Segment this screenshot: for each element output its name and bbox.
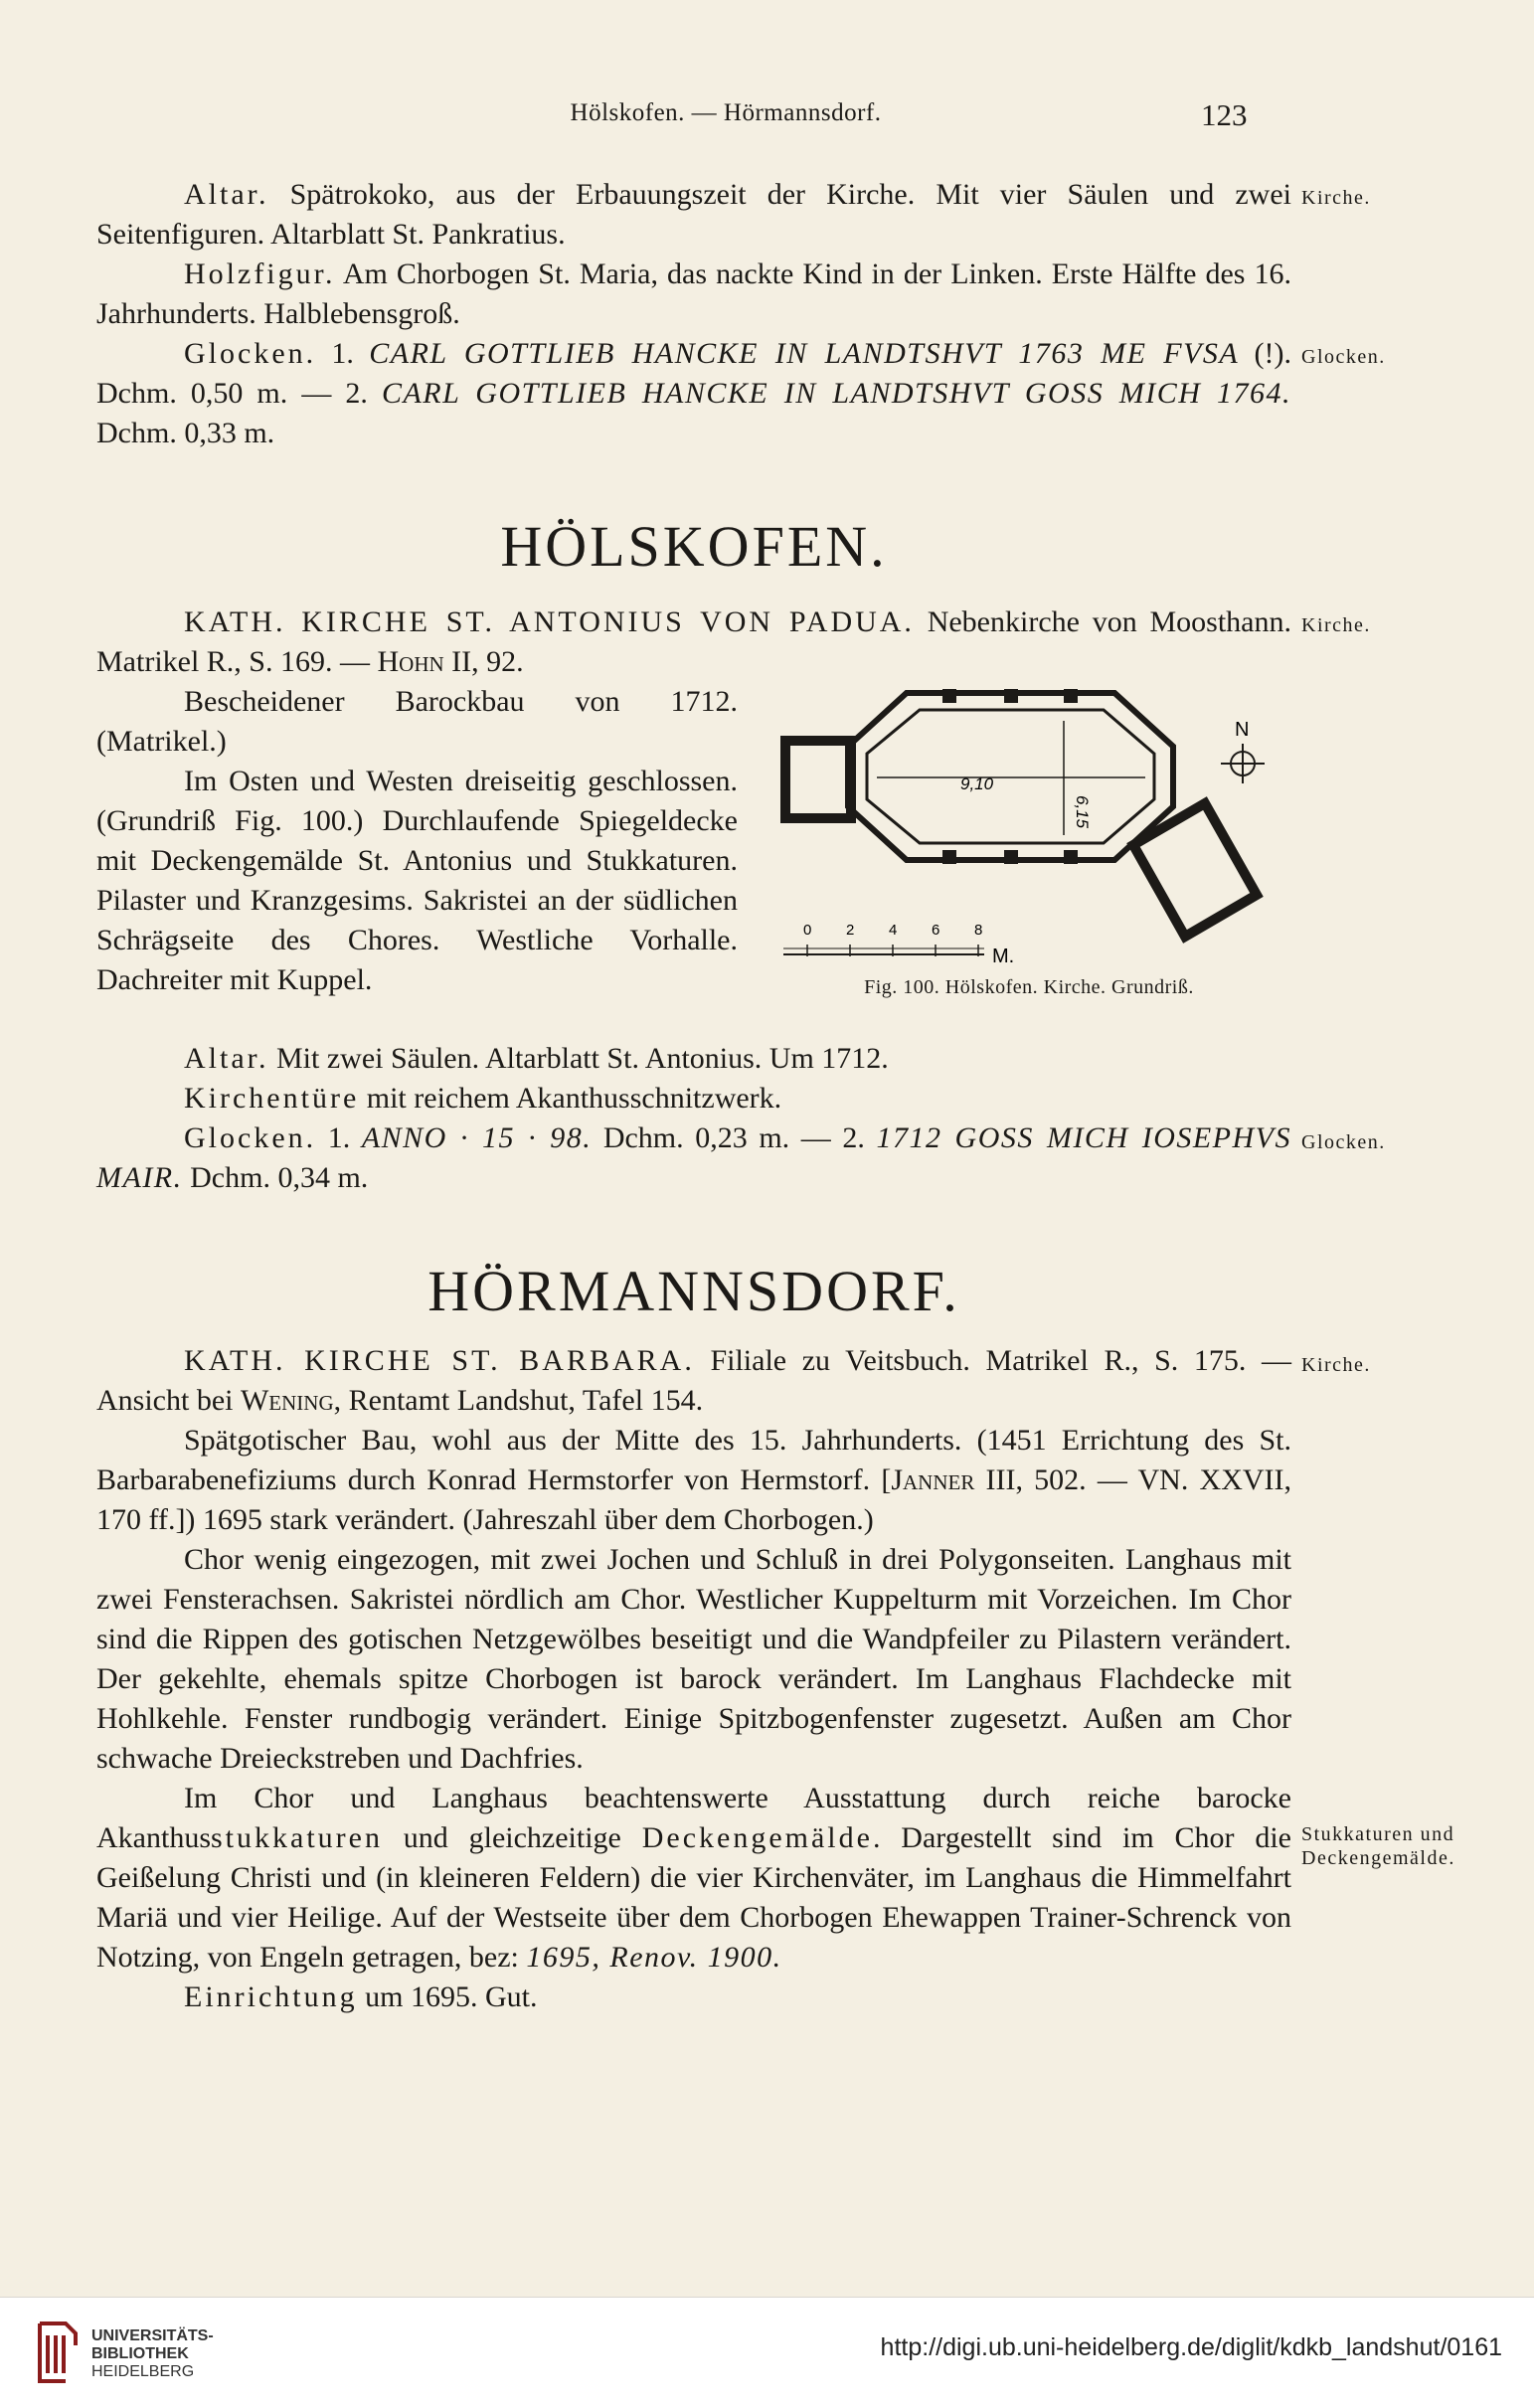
north-arrow-icon: [1221, 744, 1265, 783]
source-url-link[interactable]: http://digi.ub.uni-heidelberg.de/diglit/kdkb_landshut/0161: [880, 2333, 1502, 2361]
library-name-line-1: UNIVERSITÄTS-: [91, 2327, 214, 2344]
holzfigur-text: Am Chorbogen St. Maria, das nackte Kind in der Linken. Erste Hälfte des 16. Jahrhunderts. Halblebensgroß.: [96, 258, 1291, 330]
hormannsdorf-einrichtung-paragraph: [96, 1978, 1291, 2017]
hormannsdorf-kirche-title: KATH. KIRCHE ST. BARBARA.: [184, 1344, 695, 1377]
altar-lead: Altar.: [184, 178, 269, 211]
glocken-lead: Glocken.: [184, 337, 317, 370]
hormannsdorf-paragraph-1: [96, 1421, 1291, 1540]
altar-text: Spätrokoko, aus der Erbauungszeit der Kirche. Mit vier Säulen und zwei Seitenfiguren. Altarblatt St. Pankratius.: [96, 178, 1291, 251]
scale-label-6: 6: [932, 922, 940, 939]
glocken-dimension: (!). Dchm. 0,50 m. — 2.: [96, 337, 1291, 410]
altar-paragraph: [96, 175, 1291, 255]
paragraph-3-text-2: und gleichzeitige: [382, 1821, 642, 1854]
holskofen-glocken-inscription-2: 1712 GOSS MICH IOSEPHVS MAIR.: [96, 1121, 1291, 1194]
holzfigur-paragraph: [96, 255, 1291, 334]
holskofen-altar-paragraph: [96, 1039, 1291, 1079]
library-footer: [0, 2297, 1534, 2408]
library-name-line-2: BIBLIOTHEK: [91, 2345, 189, 2362]
paragraph-3-text-3: . Dargestellt sind im Chor die Geißelung Christi und (in kleineren Feldern) die vier Kirchenväter, im Langhaus die Himmelfahrt Mariä und vier Heilige. Auf der Westseite über dem Chorbogen Ehewappen Trainer-Schrenck von Notzing, von Engeln getragen, bez:: [96, 1821, 1291, 1974]
scale-unit: M.: [992, 946, 1015, 967]
author-wening: Wening: [240, 1384, 334, 1417]
dimension-width: 6,15: [1073, 795, 1092, 829]
scale-label-8: 8: [974, 922, 983, 939]
paragraph-3-stukkaturen: stukkaturen: [211, 1821, 383, 1854]
hormannsdorf-kirche-text: Filiale zu Veitsbuch. Matrikel R., S. 175. — Ansicht bei: [96, 1344, 1291, 1417]
hormannsdorf-kirche-ref: , Rentamt Landshut, Tafel 154.: [333, 1384, 704, 1417]
holskofen-kirche-text: Nebenkirche von Moosthann. Matrikel R., S. 169. —: [96, 605, 1291, 678]
glocken-paragraph: [96, 334, 1291, 453]
holskofen-tuer-paragraph: [96, 1079, 1291, 1118]
holskofen-glocken-lead: Glocken.: [184, 1121, 317, 1154]
author-hohn: Hohn: [377, 645, 444, 678]
author-janner: Janner: [891, 1463, 975, 1496]
einrichtung-text: um 1695. Gut.: [357, 1980, 538, 2013]
holskofen-glocken-dimension-2: Dchm. 0,34 m.: [182, 1161, 369, 1194]
floor-plan-figure: [775, 686, 1273, 974]
holskofen-tuer-text: mit reichem Akanthusschnitzwerk.: [359, 1082, 782, 1115]
paragraph-1-text-2: III, 502. — VN. XXVII, 170 ff.]) 1695 stark verändert. (Jahreszahl über dem Chorbogen.): [96, 1463, 1292, 1536]
library-name-line-3: HEIDELBERG: [91, 2363, 195, 2380]
holskofen-kirche-paragraph: [96, 602, 1291, 682]
top-section: [96, 175, 1291, 453]
holzfigur-lead: Holzfigur.: [184, 258, 336, 290]
holskofen-kirche-ref: II, 92.: [443, 645, 524, 678]
holskofen-description-paragraph: Im Osten und Westen dreiseitig geschlossen. (Grundriß Fig. 100.) Durchlaufende Spiegeldecke mit Deckengemälde St. Antonius und Stukkaturen. Pilaster und Kranzgesims. Sakristei an der südlichen Schrägseite des Chores. Westliche Vorhalle. Dachreiter mit Kuppel.: [96, 765, 738, 996]
einrichtung-lead: Einrichtung: [184, 1980, 358, 2013]
glocken-inscription-1: CARL GOTTLIEB HANCKE IN LANDTSHVT 1763 ME FVSA: [369, 337, 1240, 370]
hormannsdorf-paragraph-3: [96, 1779, 1291, 1978]
glocken-inscription-2: CARL GOTTLIEB HANCKE IN LANDTSHVT GOSS MICH 1764.: [381, 377, 1291, 410]
paragraph-3-inscription: 1695, Renov. 1900.: [526, 1941, 782, 1974]
dimension-length: 9,10: [960, 774, 994, 793]
holskofen-altar-text: Mit zwei Säulen. Altarblatt St. Antonius. Um 1712.: [268, 1042, 889, 1075]
margin-note-kirche-3: Kirche.: [1301, 1354, 1371, 1376]
holskofen-details: [96, 1039, 1291, 1198]
scale-label-2: 2: [846, 922, 855, 939]
holskofen-altar-lead: Altar.: [184, 1042, 269, 1075]
margin-note-kirche-2: Kirche.: [1301, 614, 1371, 636]
section-heading-holskofen: HÖLSKOFEN.: [500, 514, 888, 579]
library-name: [91, 2327, 214, 2381]
figure-caption: Fig. 100. Hölskofen. Kirche. Grundriß.: [864, 976, 1194, 998]
holskofen-glocken-paragraph: [96, 1118, 1291, 1198]
holskofen-glocken-number: 1.: [316, 1121, 362, 1154]
floor-plan-walls: [785, 696, 1257, 937]
scale-label-0: 0: [803, 922, 812, 939]
holskofen-wrapped-text: [96, 682, 738, 1000]
margin-note-kirche: Kirche.: [1301, 187, 1371, 209]
north-label: N: [1235, 719, 1250, 741]
holskofen-barock-paragraph: Bescheidener Barockbau von 1712. (Matrikel.): [96, 685, 738, 758]
margin-note-stukkaturen: Stukkaturen und Deckengemälde.: [1301, 1823, 1455, 1869]
paragraph-1-text: Spätgotischer Bau, wohl aus der Mitte des 15. Jahrhunderts. (1451 Errichtung des St. Barbarabenefiziums durch Konrad Hermstorfer von Hermstorf. [: [96, 1424, 1291, 1496]
page-number: 123: [1201, 97, 1248, 132]
scale-bar: [783, 922, 1014, 967]
holskofen-kirche-title: KATH. KIRCHE ST. ANTONIUS VON PADUA.: [184, 605, 915, 638]
hormannsdorf-kirche-paragraph: [96, 1341, 1291, 1421]
margin-note-glocken: Glocken.: [1301, 346, 1386, 368]
glocken-dimension-2: Dchm. 0,33 m.: [96, 417, 275, 449]
library-logo-icon: [36, 2316, 80, 2389]
holskofen-glocken-inscription-1: ANNO · 15 · 98.: [361, 1121, 593, 1154]
section-heading-hormannsdorf: HÖRMANNSDORF.: [427, 1259, 960, 1323]
holskofen-intro: [96, 602, 1291, 682]
hormannsdorf-text: [96, 1341, 1291, 2017]
running-head: Hölskofen. — Hörmannsdorf.: [570, 99, 882, 126]
scale-label-4: 4: [889, 922, 898, 939]
paragraph-3-text: Im Chor und Langhaus beachtenswerte Ausstattung durch reiche barocke Akanthus: [96, 1782, 1291, 1854]
holskofen-tuer-lead: Kirchentüre: [184, 1082, 360, 1115]
margin-note-glocken-2: Glocken.: [1301, 1131, 1386, 1153]
holskofen-glocken-dimension: Dchm. 0,23 m. — 2.: [592, 1121, 877, 1154]
paragraph-3-deckengemaelde: Deckengemälde: [641, 1821, 873, 1854]
glocken-number: 1.: [316, 337, 370, 370]
hormannsdorf-paragraph-2: Chor wenig eingezogen, mit zwei Jochen und Schluß in drei Polygonseiten. Langhaus mit zwei Fensterachsen. Sakristei nördlich am Chor. Westlicher Kuppelturm mit Vorzeichen. Im Chor sind die Rippen des gotischen Netzgewölbes beseitigt und die Wandpfeiler zu Pilastern verändert. Der gekehlte, ehemals spitze Chorbogen ist barock verändert. Im Langhaus Flachdecke mit Hohlkehle. Fenster rundbogig verändert. Einige Spitzbogenfenster zugesetzt. Außen am Chor schwache Dreieckstreben und Dachfries.: [96, 1543, 1291, 1775]
